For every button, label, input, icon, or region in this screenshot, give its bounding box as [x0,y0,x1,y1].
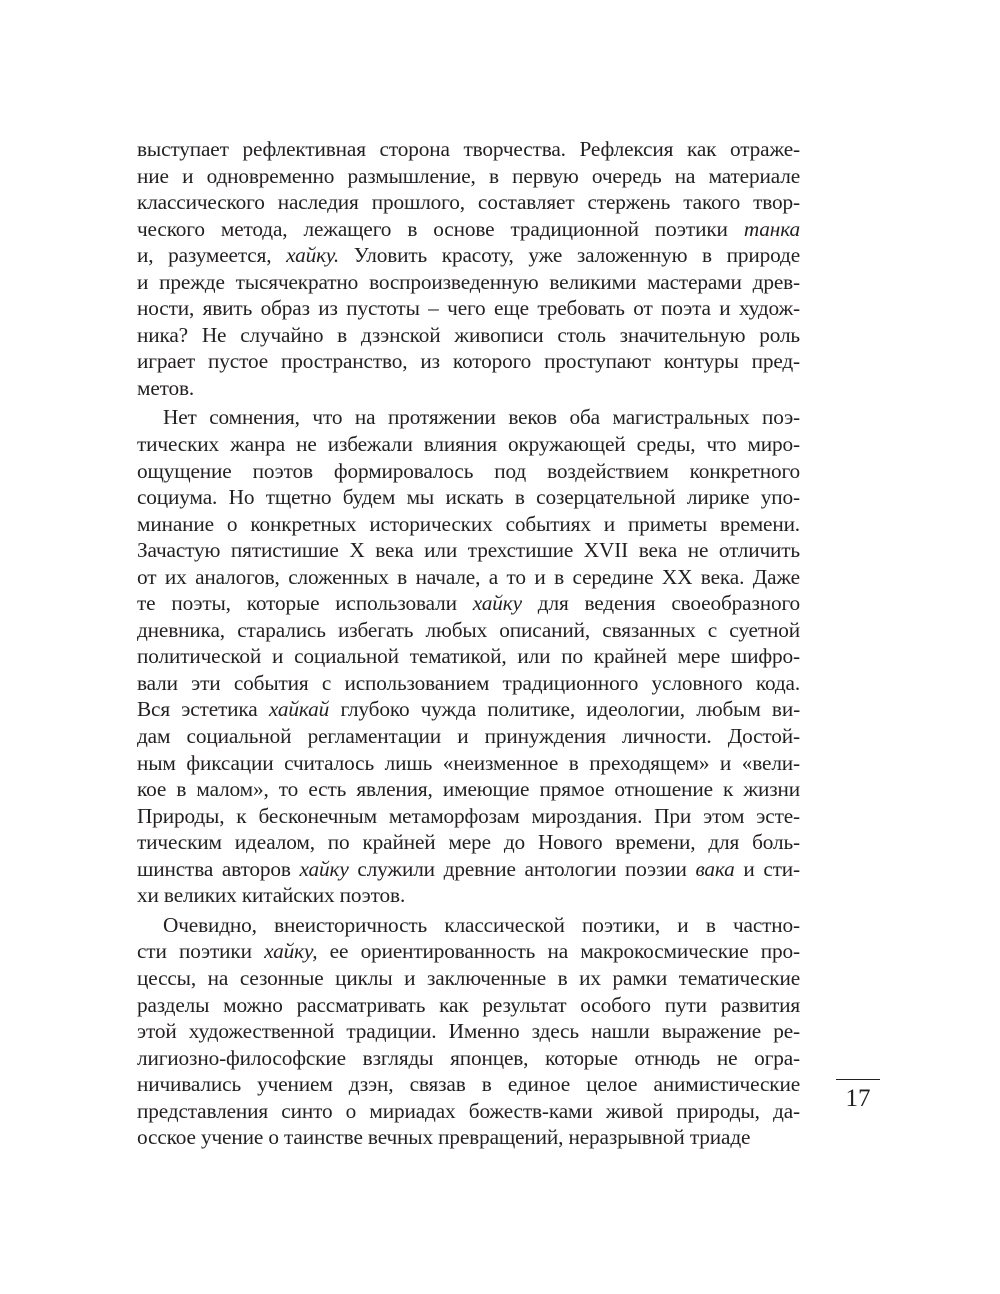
text-line [137,458,800,485]
text-run: цессы, на сезонные циклы и заключенные в их рамки тематические [137,965,800,990]
text-line [137,242,800,269]
text-run: лигиозно-философские взгляды японцев, которые отнюдь не огра- [137,1045,800,1070]
text-run: вали эти события с использованием традиционного условного кода. [137,670,800,695]
text-line [137,375,800,402]
italic-term: хайкай [268,697,330,722]
paragraph [137,136,800,401]
text-run: те поэты, которые использовали [137,591,473,616]
text-run: и сти- [734,856,800,881]
text-line [137,564,800,591]
text-line [137,938,800,965]
italic-term: танка [743,216,800,241]
text-line [137,912,800,939]
text-run: глубоко чужда политике, идеологии, любым ви- [329,697,801,722]
text-run: Очевидно, внеисторичность классической поэтики, и в частно- [163,912,800,937]
text-line [137,1071,800,1098]
text-line [137,856,800,883]
paragraph [137,404,800,908]
text-line [137,1018,800,1045]
text-line [137,1045,800,1072]
text-line [137,750,800,777]
text-run: ным фиксации считалось лишь «неизменное в преходящем» и «вели- [137,750,800,775]
italic-term: хайку [472,591,522,616]
text-run: тическим идеалом, по крайней мере до Нового времени, для боль- [137,830,800,855]
text-run: и, разумеется, [137,243,287,268]
text-run: сти поэтики [137,939,265,964]
text-line [137,322,800,349]
italic-term: вака [695,856,735,881]
text-line [137,1124,800,1151]
text-line [137,269,800,296]
text-line [137,882,800,909]
text-run: классического наследия прошлого, составляет стержень такого твор- [137,190,800,215]
text-run: хи великих китайских поэтов. [137,883,406,908]
text-line [137,965,800,992]
text-run: шинства авторов [137,856,300,881]
text-line [137,992,800,1019]
text-run: от их аналогов, сложенных в начале, а то и в середине XX века. Даже [137,564,800,589]
text-line [137,537,800,564]
text-run: выступает рефлективная сторона творчества. Рефлексия как отраже- [137,137,800,161]
text-run: политической и социальной тематикой, или по крайней мере шифро- [137,644,800,669]
text-run: Вся эстетика [137,697,269,722]
text-line [137,1098,800,1125]
text-line [137,431,800,458]
text-line [137,643,800,670]
body-text [137,136,800,1151]
text-run: разделы можно рассматривать как результат особого пути развития [137,992,800,1017]
page-number: 17 [845,1085,871,1112]
text-run: ности, явить образ из пустоты – чего еще требовать от поэта и худож- [137,296,800,321]
text-line [137,617,800,644]
italic-term: хайку, [264,939,318,964]
text-run: Зачастую пятистишие X века или трехстишие XVII века не отличить [137,538,800,563]
italic-term: хайку. [286,243,340,268]
text-run: минание о конкретных исторических событиях и приметы времени. [137,511,800,536]
text-line [137,163,800,190]
text-run: кое в малом», то есть явления, имеющие прямое отношение к жизни [137,777,800,802]
text-run: представления синто о мириадах божеств-ками живой природы, да- [137,1098,800,1123]
text-run: этой художественной традиции. Именно здесь нашли выражение ре- [137,1019,800,1044]
text-run: ее ориентированность на макрокосмические про- [317,939,800,964]
text-line [137,723,800,750]
text-run: тических жанра не избежали влияния окружающей среды, что миро- [137,432,800,457]
paragraph [137,912,800,1151]
text-line [137,348,800,375]
text-line [137,670,800,697]
text-run: ничивались учением дзэн, связав в единое целое анимистические [137,1072,800,1097]
text-run: дам социальной регламентации и принуждения личности. Достой- [137,724,800,749]
page-number-rule [836,1079,880,1080]
text-line [137,216,800,243]
text-line [137,829,800,856]
text-run: дневника, старались избегать любых описаний, связанных с суетной [137,617,800,642]
text-line [137,295,800,322]
text-run: Нет сомнения, что на протяжении веков оба магистральных поэ- [163,405,800,430]
text-run: ника? Не случайно в дзэнской живописи столь значительную роль [137,322,800,347]
text-run: социума. Но тщетно будем мы искать в созерцательной лирике упо- [137,485,800,510]
text-line [137,803,800,830]
text-line [137,189,800,216]
text-run: играет пустое пространство, из которого проступают контуры пред- [137,349,800,374]
text-run: ческого метода, лежащего в основе традиционной поэтики [137,216,744,241]
text-line [137,404,800,431]
text-line [137,590,800,617]
text-run: метов. [137,375,195,400]
text-line [137,136,800,163]
text-run: ние и одновременно размышление, в первую очередь на материале [137,163,800,188]
text-run: осское учение о таинстве вечных превращений, неразрывной триаде [137,1125,751,1150]
text-run: Природы, к бесконечным метаморфозам мироздания. При этом эсте- [137,803,800,828]
text-line [137,776,800,803]
text-run: служили древние антологии поэзии [348,856,696,881]
text-line [137,484,800,511]
text-line [137,696,800,723]
text-run: ощущение поэтов формировалось под воздействием конкретного [137,458,800,483]
text-run: и прежде тысячекратно воспроизведенную великими мастерами древ- [137,269,800,294]
text-run: Уловить красоту, уже заложенную в природе [339,243,801,268]
italic-term: хайку [299,856,349,881]
text-line [137,511,800,538]
text-run: для ведения своеобразного [521,591,800,616]
